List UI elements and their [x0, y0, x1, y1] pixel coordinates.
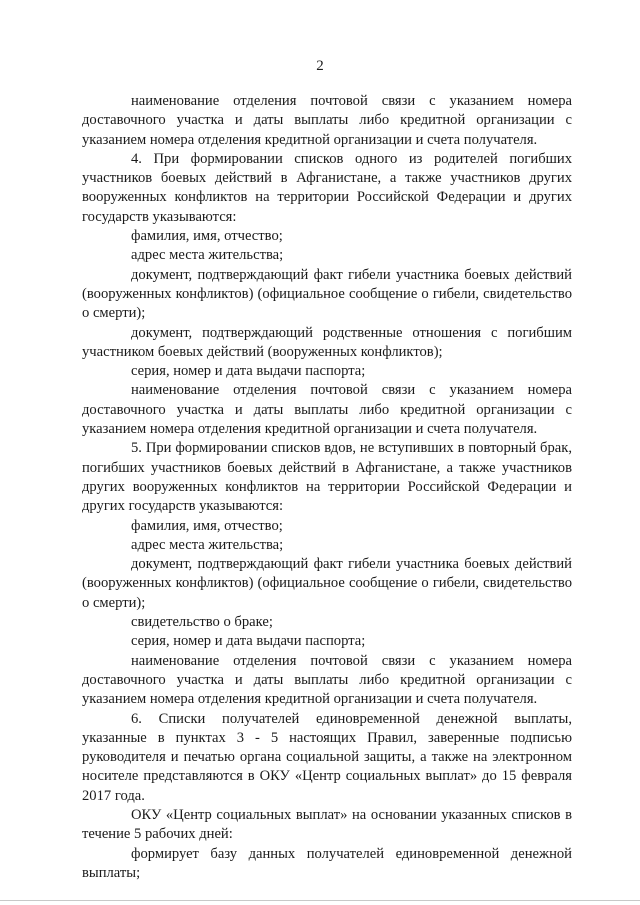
paragraph: серия, номер и дата выдачи паспорта;: [131, 633, 366, 650]
paragraph: наименование отделения почтовой связи с указанием номера доставочного участка и даты выплаты либо кредитной организации с указанием номера отделения кредитной организации и счета получателя.: [82, 382, 572, 438]
paragraph: наименование отделения почтовой связи с указанием номера доставочного участка и даты выплаты либо кредитной организации с указанием номера отделения кредитной организации и счета получателя.: [82, 652, 572, 708]
paragraph: 5. При формировании списков вдов, не вступивших в повторный брак, погибших участников боевых действий в Афганистане, а также участников других вооруженных конфликтов на территории Российской Федерации и других государств указываются:: [82, 440, 572, 515]
paragraph: формирует базу данных получателей единовременной денежной выплаты;: [82, 845, 572, 881]
paragraph: фамилия, имя, отчество;: [131, 228, 283, 245]
paragraph: документ, подтверждающий факт гибели участника боевых действий (вооруженных конфликтов) (официальное сообщение о гибели, свидетельство о смерти);: [82, 266, 572, 322]
paragraph: фамилия, имя, отчество;: [131, 517, 283, 534]
paragraph: свидетельство о браке;: [131, 614, 273, 631]
paragraph: адрес места жительства;: [131, 247, 284, 264]
document-body: [82, 92, 572, 883]
page-number: 2: [316, 58, 324, 74]
paragraph: документ, подтверждающий факт гибели участника боевых действий (вооруженных конфликтов) (официальное сообщение о гибели, свидетельство о смерти);: [82, 556, 572, 611]
paragraph: 4. При формировании списков одного из родителей погибших участников боевых действий в Афганистане, а также участников других вооруженных конфликтов на территории Российской Федерации и других государств указываются:: [82, 150, 572, 225]
page-bottom-rule: [0, 900, 640, 901]
paragraph: 6. Списки получателей единовременной денежной выплаты, указанные в пунктах 3 - 5 настоящих Правил, заверенные подписью руководителя и печатью органа социальной защиты, а также на электронном носителе представляются в ОКУ «Центр социальных выплат» до 15 февраля 2017 года.: [82, 710, 572, 804]
paragraph: серия, номер и дата выдачи паспорта;: [131, 363, 366, 380]
paragraph: адрес места жительства;: [131, 536, 284, 553]
paragraph: ОКУ «Центр социальных выплат» на основании указанных списков в течение 5 рабочих дней:: [82, 806, 572, 843]
paragraph: наименование отделения почтовой связи с указанием номера доставочного участка и даты выплаты либо кредитной организации с указанием номера отделения кредитной организации и счета получателя.: [82, 93, 572, 148]
paragraph: документ, подтверждающий родственные отношения с погибшим участником боевых действий (вооруженных конфликтов);: [82, 324, 572, 360]
